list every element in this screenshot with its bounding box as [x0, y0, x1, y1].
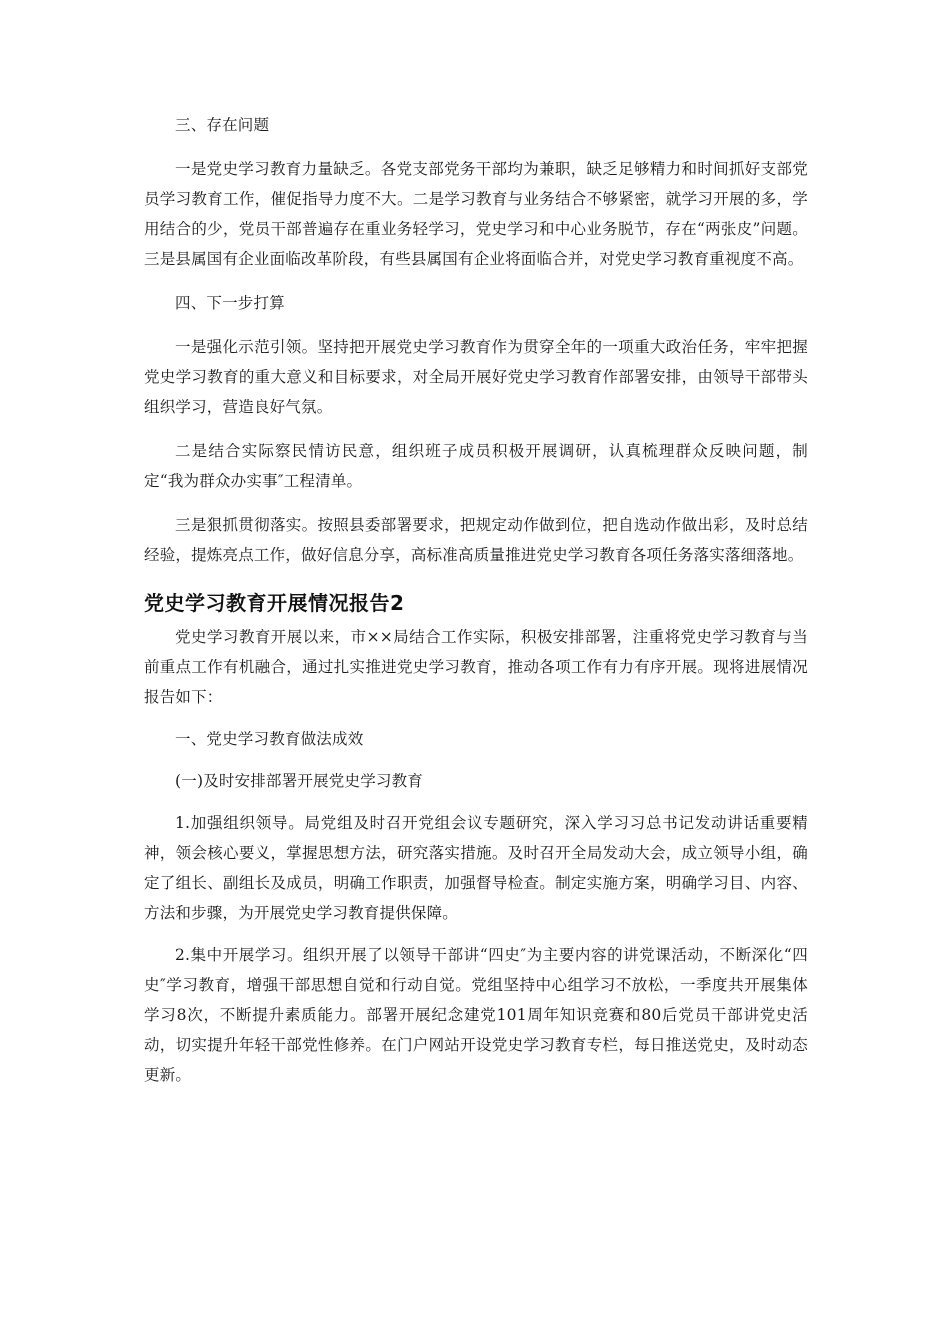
paragraph-plan-3: 三是狠抓贯彻落实。按照县委部署要求，把规定动作做到位，把自选动作做出彩，及时总结经验，提炼亮点工作，做好信息分享，高标准高质量推进党史学习教育各项任务落实落细落地。: [144, 516, 808, 564]
report-item-2: 2.集中开展学习。组织开展了以领导干部讲“四史″为主要内容的讲党课活动，不断深化“四史″学习教育，增强干部思想自觉和行动自觉。党组坚持中心组学习不放松，一季度共开展集体学习8次，不断提升素质能力。部署开展纪念建党101周年知识竞赛和80后党员干部讲党史活动，切实提升年轻干部党性修养。在门户网站开设党史学习教育专栏，每日推送党史，及时动态更新。: [144, 946, 808, 1084]
paragraph-plan-2: 二是结合实际察民情访民意，组织班子成员积极开展调研，认真梳理群众反映问题，制定“我为群众办实事″工程清单。: [144, 442, 808, 490]
report-heading-1: 一、党史学习教育做法成效: [175, 730, 364, 748]
paragraph-problems: 一是党史学习教育力量缺乏。各党支部党务干部均为兼职，缺乏足够精力和时间抓好支部党员学习教育工作，催促指导力度不大。二是学习教育与业务结合不够紧密，就学习开展的多，学用结合的少，党员干部普遍存在重业务轻学习，党史学习和中心业务脱节，存在“两张皮”问题。三是县属国有企业面临改革阶段，有些县属国有企业将面临合并，对党史学习教育重视度不高。: [144, 160, 808, 268]
report-intro: 党史学习教育开展以来，市××局结合工作实际，积极安排部署，注重将党史学习教育与当前重点工作有机融合，通过扎实推进党史学习教育，推动各项工作有力有序开展。现将进展情况报告如下：: [144, 628, 808, 706]
section-heading-problems: 三、存在问题: [175, 116, 270, 134]
report-title: 党史学习教育开展情况报告2: [144, 591, 405, 615]
paragraph-plan-1: 一是强化示范引领。坚持把开展党史学习教育作为贯穿全年的一项重大政治任务，牢牢把握党史学习教育的重大意义和目标要求，对全局开展好党史学习教育作部署安排，由领导干部带头组织学习，营造良好气氛。: [144, 338, 808, 416]
report-subheading-1: (一)及时安排部署开展党史学习教育: [175, 772, 423, 790]
section-heading-next-steps: 四、下一步打算: [175, 294, 285, 312]
document-page: [144, 110, 808, 1090]
report-item-1: 1.加强组织领导。局党组及时召开党组会议专题研究，深入学习习总书记发动讲话重要精神，领会核心要义，掌握思想方法，研究落实措施。及时召开全局发动大会，成立领导小组，确定了组长、副组长及成员，明确工作职责，加强督导检查。制定实施方案，明确学习目、内容、方法和步骤，为开展党史学习教育提供保障。: [144, 814, 808, 922]
